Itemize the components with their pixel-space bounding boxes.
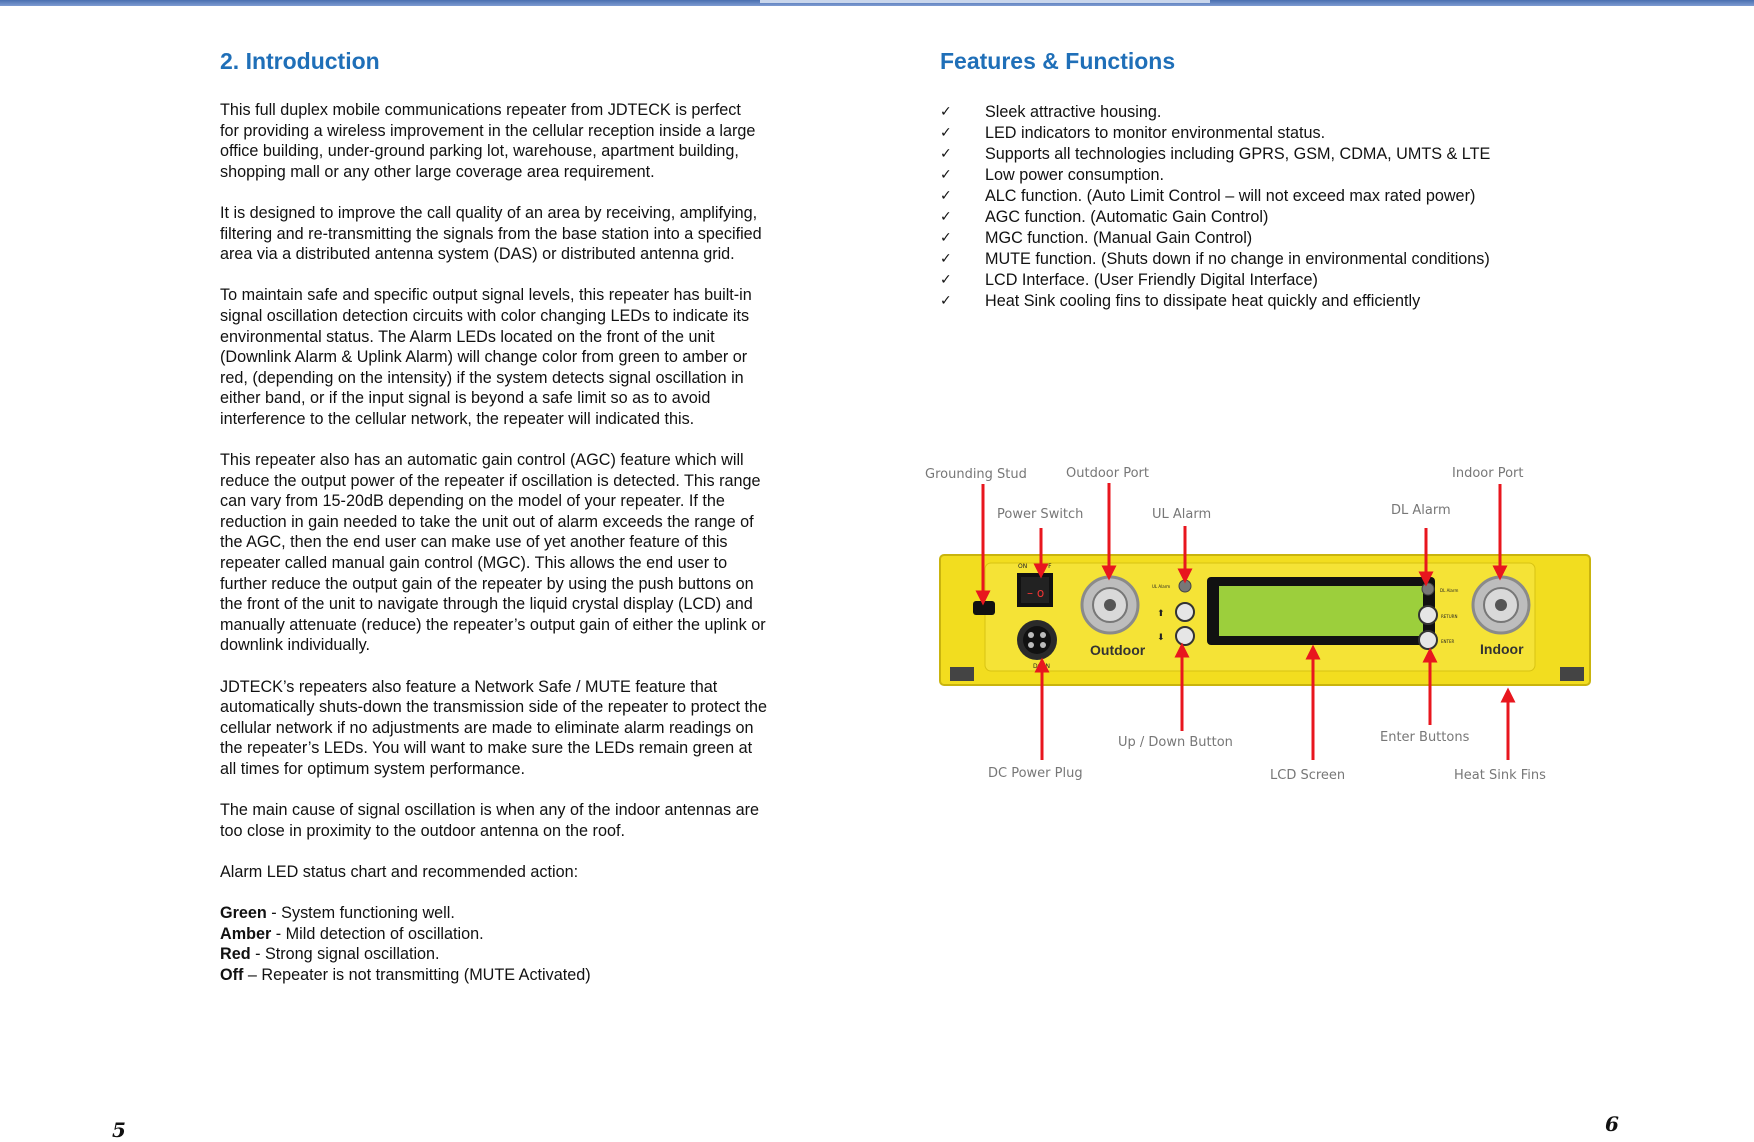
outdoor-marking: Outdoor [1090,642,1146,658]
intro-paragraph: It is designed to improve the call quality of an area by receiving, amplifying, filtering and re-transmitting the signals from the base station into a specified area via a distributed antenna system (DAS) or distributed antenna grid. [220,203,762,264]
status-text: - Strong signal oscillation. [250,945,440,964]
features-list [940,102,1640,312]
enter-button[interactable] [1419,631,1437,649]
device-foot [950,667,974,681]
dc-in-marking: DC IN [1033,663,1050,670]
introduction-heading: 2. Introduction [220,48,380,74]
status-amber [220,924,860,945]
label-enter-buttons: Enter Buttons [1380,730,1470,745]
down-arrow-icon: ⬇ [1157,633,1165,643]
page-number-right: 6 [1605,1112,1619,1136]
feature-text: MGC function. (Manual Gain Control) [985,229,1253,247]
feature-text: ALC function. (Auto Limit Control – will not exceed max rated power) [985,187,1476,205]
check-icon: ✓ [940,251,952,267]
label-dc-power-plug: DC Power Plug [988,766,1083,781]
switch-on-marking: ON [1018,563,1028,570]
feature-text: Supports all technologies including GPRS, GSM, CDMA, UMTS & LTE [985,145,1491,163]
label-dl-alarm: DL Alarm [1391,503,1451,518]
feature-item [940,123,1640,144]
label-outdoor-port: Outdoor Port [1066,466,1149,481]
intro-paragraph: The main cause of signal oscillation is when any of the indoor antennas are too close in proximity to the outdoor antenna on the roof. [220,801,760,840]
intro-paragraph: This full duplex mobile communications repeater from JDTECK is perfect for providing a wireless improvement in the cellular reception inside a large office building, under-ground parking lot, warehouse, apartment building, shopping mall or any other large coverage area requirement. [220,101,756,181]
enter-marking: ENTER [1441,639,1455,644]
device-foot [1560,667,1584,681]
status-text: - System functioning well. [266,904,455,923]
check-icon: ✓ [940,188,952,204]
label-heat-sink-fins: Heat Sink Fins [1454,768,1546,783]
feature-text: AGC function. (Automatic Gain Control) [985,208,1269,226]
switch-off-marking: OFF [1040,563,1052,570]
status-label: Green [220,904,267,923]
status-label: Red [220,945,251,964]
status-green [220,903,860,924]
check-icon: ✓ [940,146,952,162]
intro-paragraph: This repeater also has an automatic gain control (AGC) feature which will reduce the output power of the repeater if oscillation is detected. This range can vary from 15-20dB depending on the model of your repeater. If the reduction in gain needed to take the unit out of alarm exceeds the range of the AGC, then the end user can make use of yet another feature of this repeater called manual gain control (MGC). This allows the end user to further reduce the output gain of the repeater by using the push buttons on the front of the unit to navigate through the liquid crystal display (LCD) and manually attenuate (reduce) the repeater’s output gain of either the uplink or downlink individually. [220,451,766,655]
feature-text: MUTE function. (Shuts down if no change in environmental conditions) [985,250,1490,268]
intro-paragraph: To maintain safe and specific output signal levels, this repeater has built-in signal oscillation detection circuits with color changing LEDs to indicate its environmental status. The Alarm LEDs located on the front of the unit (Downlink Alarm & Uplink Alarm) will change color from green to amber or red, (depending on the intensity) if the system detects signal oscillation in either band, or if the input signal is beyond a safe limit so as to avoid interference to the cellular network, the repeater will indicated this. [220,286,752,428]
status-red [220,944,860,965]
dl-alarm-led [1422,583,1434,595]
features-heading: Features & Functions [940,48,1176,74]
feature-item [940,102,1640,123]
led-status-list [220,903,860,985]
check-icon: ✓ [940,167,952,183]
feature-item [940,165,1640,186]
feature-text: Low power consumption. [985,166,1165,184]
check-icon: ✓ [940,230,952,246]
grounding-stud [973,601,995,615]
label-power-switch: Power Switch [997,507,1084,522]
feature-item [940,144,1640,165]
feature-item [940,228,1640,249]
repeater-unit [940,555,1590,685]
status-off [220,965,860,986]
up-arrow-icon: ⬆ [1157,609,1165,619]
check-icon: ✓ [940,272,952,288]
check-icon: ✓ [940,104,952,120]
feature-text: LED indicators to monitor environmental status. [985,124,1326,142]
status-label: Amber [220,924,272,943]
ul-alarm-marking: UL Alarm [1152,584,1171,589]
return-button[interactable] [1419,606,1437,624]
return-marking: RETURN [1441,614,1458,619]
feature-item [940,186,1640,207]
top-border-highlight [760,0,1210,3]
down-button[interactable] [1176,627,1194,645]
intro-paragraph: Alarm LED status chart and recommended action: [220,862,579,881]
check-icon: ✓ [940,209,952,225]
label-indoor-port: Indoor Port [1452,466,1524,481]
status-label: Off [220,965,244,984]
feature-text: LCD Interface. (User Friendly Digital Interface) [985,271,1318,289]
intro-paragraph: JDTECK’s repeaters also feature a Network Safe / MUTE feature that automatically shuts-down the transmission side of the repeater to protect the cellular network if no adjustments are made to eliminate alarm readings on the repeater’s LEDs. You will want to make sure the LEDs remain green at all times for optimum system performance. [220,677,768,778]
feature-text: Heat Sink cooling fins to dissipate heat quickly and efficiently [985,292,1421,310]
label-ul-alarm: UL Alarm [1152,507,1212,522]
status-text: – Repeater is not transmitting (MUTE Activated) [243,965,591,984]
dl-alarm-marking: DL Alarm [1440,588,1459,593]
check-icon: ✓ [940,293,952,309]
feature-text: Sleek attractive housing. [985,103,1162,121]
page-number-left: 5 [112,1118,126,1142]
ul-alarm-led [1179,580,1191,592]
label-up-down-button: Up / Down Button [1118,735,1233,750]
introduction-body [220,100,860,986]
up-button[interactable] [1176,603,1194,621]
check-icon: ✓ [940,125,952,141]
repeater-diagram [915,455,1615,795]
lcd-screen [1219,586,1423,636]
power-switch-glyph: – o [1027,586,1045,600]
label-lcd-screen: LCD Screen [1270,768,1346,783]
status-text: - Mild detection of oscillation. [271,924,484,943]
feature-item [940,291,1640,312]
label-grounding-stud: Grounding Stud [925,467,1027,482]
indoor-marking: Indoor [1480,641,1524,657]
feature-item [940,249,1640,270]
feature-item [940,270,1640,291]
feature-item [940,207,1640,228]
